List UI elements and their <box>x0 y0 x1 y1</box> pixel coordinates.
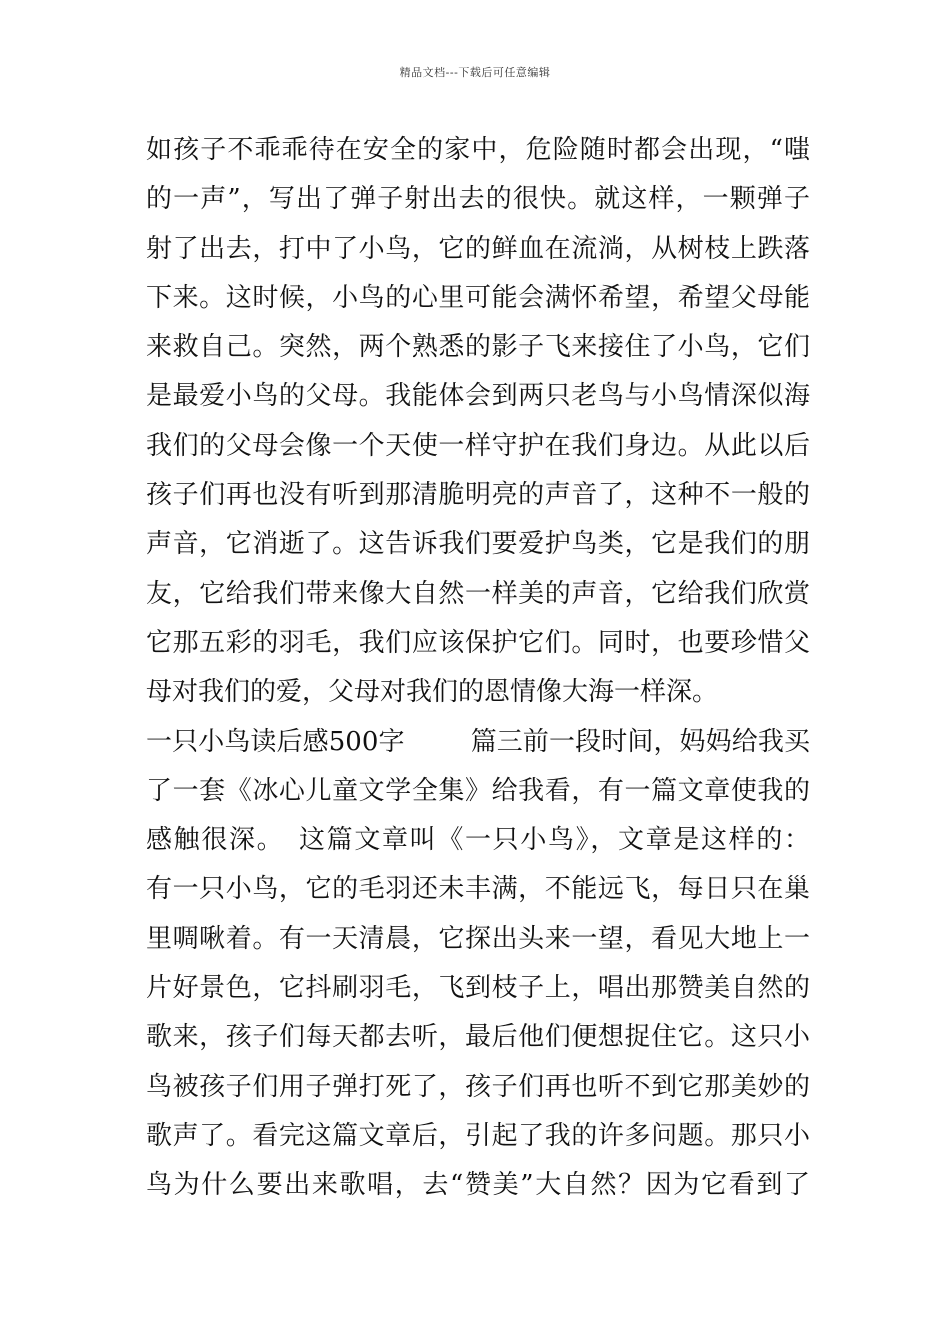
text-line: 声音，它消逝了。这告诉我们要爱护鸟类，它是我们的朋 <box>146 529 810 560</box>
text-line: 射了出去，打中了小鸟，它的鲜血在流淌，从树枝上跌落 <box>146 233 810 264</box>
text-line: 的一声”，写出了弹子射出去的很快。就这样，一颗弹子 <box>146 184 810 215</box>
text-line: 有一只小鸟，它的毛羽还未丰满，不能远飞，每日只在巢 <box>146 874 810 905</box>
text-line: 感触很深。 这篇文章叫《一只小鸟》，文章是这样的： <box>146 825 810 856</box>
text-line: 了一套《冰心儿童文学全集》给我看，有一篇文章使我的 <box>146 775 810 806</box>
text-line: 鸟被孩子们用子弹打死了，孩子们再也听不到它那美妙的 <box>146 1071 810 1102</box>
section-title: 一只小鸟读后感500字 <box>146 726 405 757</box>
text-line: 歌声了。看完这篇文章后，引起了我的许多问题。那只小 <box>146 1120 810 1151</box>
page-header: 精品文档---下载后可任意编辑 <box>399 66 551 79</box>
text-line: 是最爱小鸟的父母。我能体会到两只老鸟与小鸟情深似海 <box>146 381 810 412</box>
text-line: 母对我们的爱，父母对我们的恩情像大海一样深。 <box>146 677 719 708</box>
text-line: 歌来，孩子们每天都去听，最后他们便想捉住它。这只小 <box>146 1022 810 1053</box>
text-line: 片好景色，它抖刷羽毛，飞到枝子上，唱出那赞美自然的 <box>146 973 810 1004</box>
text-line: 来救自己。突然，两个熟悉的影子飞来接住了小鸟，它们 <box>146 332 810 363</box>
text-line: 里啁啾着。有一天清晨，它探出头来一望，看见大地上一 <box>146 923 810 954</box>
text-line: 下来。这时候，小鸟的心里可能会满怀希望，希望父母能 <box>146 282 810 313</box>
body-text <box>146 126 810 1211</box>
text-line: 它那五彩的羽毛，我们应该保护它们。同时，也要珍惜父 <box>146 627 810 658</box>
text-line: 鸟为什么要出来歌唱，去“赞美”大自然？因为它看到了 <box>146 1170 810 1201</box>
section-heading-line <box>146 718 810 767</box>
text-line: 我们的父母会像一个天使一样守护在我们身边。从此以后 <box>146 430 810 461</box>
text-line: 孩子们再也没有听到那清脆明亮的声音了，这种不一般的 <box>146 480 810 511</box>
section-start: 篇三前一段时间，妈妈给我买 <box>470 726 810 757</box>
text-line: 友，它给我们带来像大自然一样美的声音，它给我们欣赏 <box>146 578 810 609</box>
text-line: 如孩子不乖乖待在安全的家中，危险随时都会出现，“嗤 <box>146 135 810 165</box>
